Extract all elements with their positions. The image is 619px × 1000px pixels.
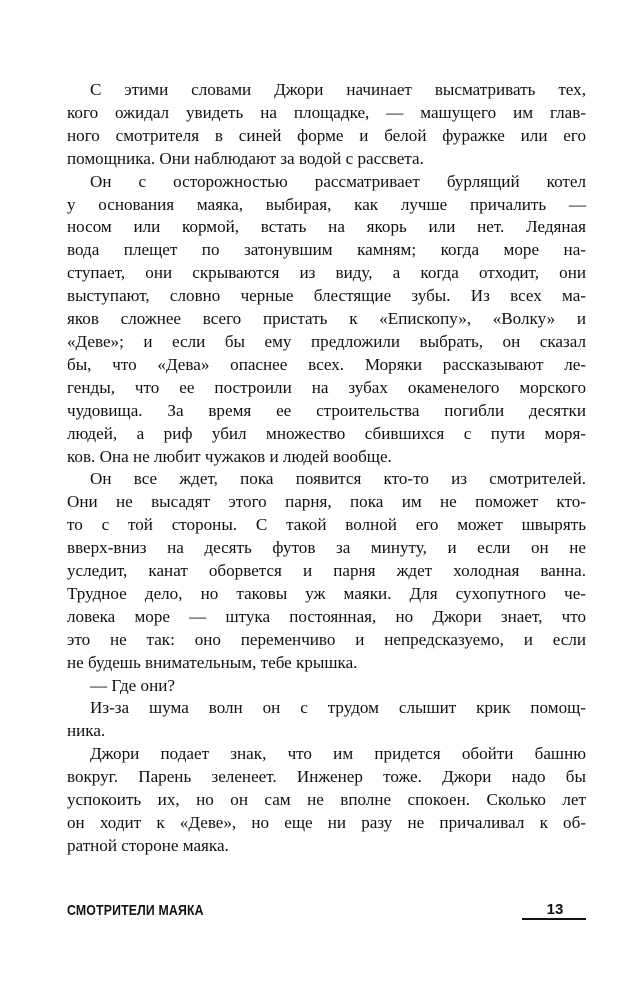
text-line: ков. Она не любит чужаков и людей вообще. — [67, 446, 392, 466]
text-line: людей, а риф убил множество сбившихся с пути моря- — [67, 423, 586, 443]
text-line: выступают, словно черные блестящие зубы. Из всех ма- — [67, 286, 586, 306]
text-line: Они не высадят этого парня, пока им не поможет кто- — [67, 492, 586, 512]
text-line: бы, что «Дева» опаснее всех. Моряки рассказывают ле- — [67, 354, 586, 374]
paragraph-4-dialogue — [67, 675, 586, 698]
text-line: не будешь внимательным, тебе крышка. — [67, 652, 358, 672]
text-line: ловека море — штука постоянная, но Джори знает, что — [67, 606, 586, 626]
text-line: Он с осторожностью рассматривает бурлящий котел — [90, 171, 586, 191]
text-line: у основания маяка, выбирая, как лучше причалить — — [67, 194, 586, 214]
text-line: ника. — [67, 721, 106, 741]
text-line: яков сложнее всего пристать к «Епископу», «Волку» и — [67, 309, 586, 329]
text-line: вверх-вниз на десять футов за минуту, и если он не — [67, 538, 586, 558]
text-line: Трудное дело, но таковы уж маяки. Для сухопутного че- — [67, 583, 586, 603]
text-line: С этими словами Джори начинает высматривать тех, — [90, 80, 586, 99]
text-line: вокруг. Парень зеленеет. Инженер тоже. Джори надо бы — [67, 767, 586, 787]
text-line: он ходит к «Деве», но еще ни разу не причаливал к об- — [67, 813, 586, 832]
text-line: помощника. Они наблюдают за водой с рассвета. — [67, 148, 424, 168]
text-line: успокоить их, но он сам не вполне спокоен. Сколько лет — [67, 790, 586, 810]
page-number: 13 — [546, 901, 564, 918]
paragraph-2 — [67, 171, 586, 469]
text-line: Джори подает знак, что им придется обойти башню — [90, 744, 586, 764]
text-line: Он все ждет, пока появится кто-то из смотрителей. — [90, 469, 586, 489]
text-line: — Где они? — [90, 675, 175, 695]
text-line: ступает, они скрываются из виду, а когда отходит, они — [67, 263, 586, 283]
page-number-rule — [522, 918, 586, 920]
body-text — [67, 79, 586, 858]
text-line: носом или кормой, встать на якорь или нет. Ледяная — [67, 217, 586, 237]
paragraph-6 — [67, 743, 586, 858]
text-line: генды, что ее построили на зубах окаменелого морского — [67, 377, 586, 397]
text-line: то с той стороны. С такой волной его может швырять — [67, 515, 586, 535]
text-line: «Деве»; и если бы ему предложили выбрать, он сказал — [67, 331, 586, 351]
text-line: это не так: оно переменчиво и непредсказуемо, и если — [67, 629, 586, 649]
book-title: СМОТРИТЕЛИ МАЯКА — [67, 902, 204, 919]
paragraph-1 — [67, 79, 586, 171]
text-line: уследит, канат оборвется и парня ждет холодная ванна. — [67, 561, 586, 581]
running-footer — [67, 902, 586, 924]
text-line: вода плещет по затонувшим камням; когда море на- — [67, 240, 586, 260]
text-line: чудовища. За время ее строительства погибли десятки — [67, 400, 586, 420]
paragraph-3 — [67, 468, 586, 674]
text-line: Из-за шума волн он с трудом слышит крик помощ- — [90, 698, 586, 718]
text-line: кого ожидал увидеть на площадке, — машущего им глав- — [67, 102, 586, 122]
text-line: ного смотрителя в синей форме и белой фуражке или его — [67, 125, 586, 145]
paragraph-5 — [67, 697, 586, 743]
text-line: ратной стороне маяка. — [67, 835, 229, 855]
